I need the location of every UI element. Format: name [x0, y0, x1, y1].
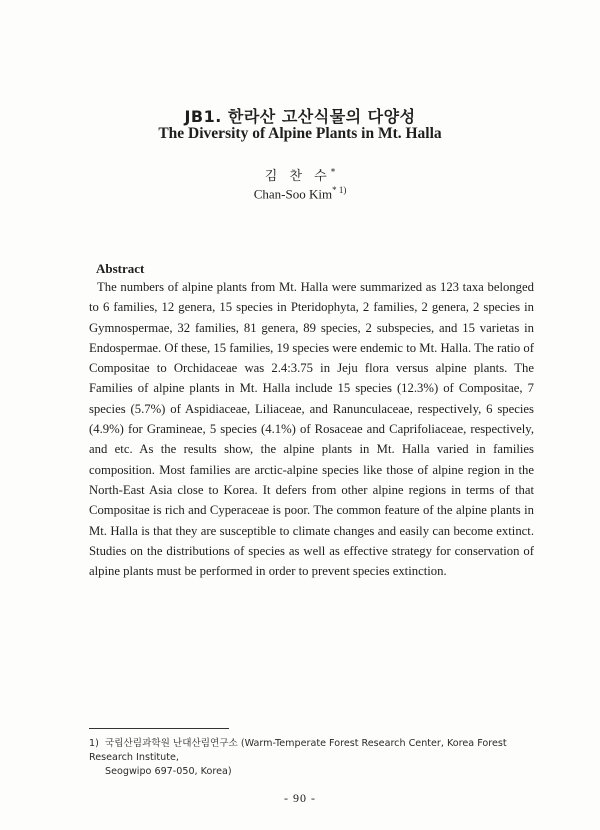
footnote-line1: 국립산림과학원 난대산림연구소 (Warm-Temperate Forest Research Center, Korea Forest Research Institute,: [89, 738, 507, 763]
author-korean-name: 김 찬 수: [264, 169, 331, 184]
abstract-heading: Abstract: [96, 261, 145, 276]
title-korean: JB1. 한라산 고산식물의 다양성: [184, 107, 416, 126]
title-english: The Diversity of Alpine Plants in Mt. Halla: [158, 125, 442, 142]
footnote: [89, 737, 539, 779]
footnote-line2: Seogwipo 697-050, Korea): [105, 766, 232, 777]
author-english-mark: * 1): [332, 185, 347, 195]
author-korean: [0, 165, 600, 184]
author-english: [0, 185, 600, 202]
footnote-divider: [89, 728, 229, 729]
abstract-body: The numbers of alpine plants from Mt. Halla were summarized as 123 taxa belonged to 6 families, 12 genera, 15 species in Pteridophyta, 2 families, 2 genera, 2 species in Gymnospermae, 32 families, 81 genera, 89 species, 2 subspecies, and 15 varietas in Endospermae. Of these, 15 families, 19 species were endemic to Mt. Halla. The ratio of Compositae to Orchidaceae was 2.4:3.75 in Jeju flora versus alpine plants. The Families of alpine plants in Mt. Halla include 15 species (12.3%) of Compositae, 7 species (5.7%) of Aspidiaceae, Liliaceae, and Ranunculaceae, respectively, 6 species (4.9%) for Gramineae, 5 species (4.1%) of Rosaceae and Caprifoliaceae, respectively, and etc. As the results show, the alpine plants in Mt. Halla varied in families composition. Most families are arctic-alpine species like those of alpine region in the North-East Asia close to Korea. It defers from other alpine regions in terms of that Compositae is rich and Cyperaceae is poor. The common feature of the alpine plants in Mt. Halla is that they are susceptible to climate changes and easily can become extinct. Studies on the distributions of species as well as effective strategy for conservation of alpine plants must be performed in order to prevent species extinction.: [89, 280, 534, 579]
author-korean-mark: *: [330, 167, 336, 178]
page-number: - 90 -: [284, 791, 316, 805]
footnote-marker: 1): [89, 738, 99, 749]
author-english-name: Chan-Soo Kim: [253, 186, 333, 202]
